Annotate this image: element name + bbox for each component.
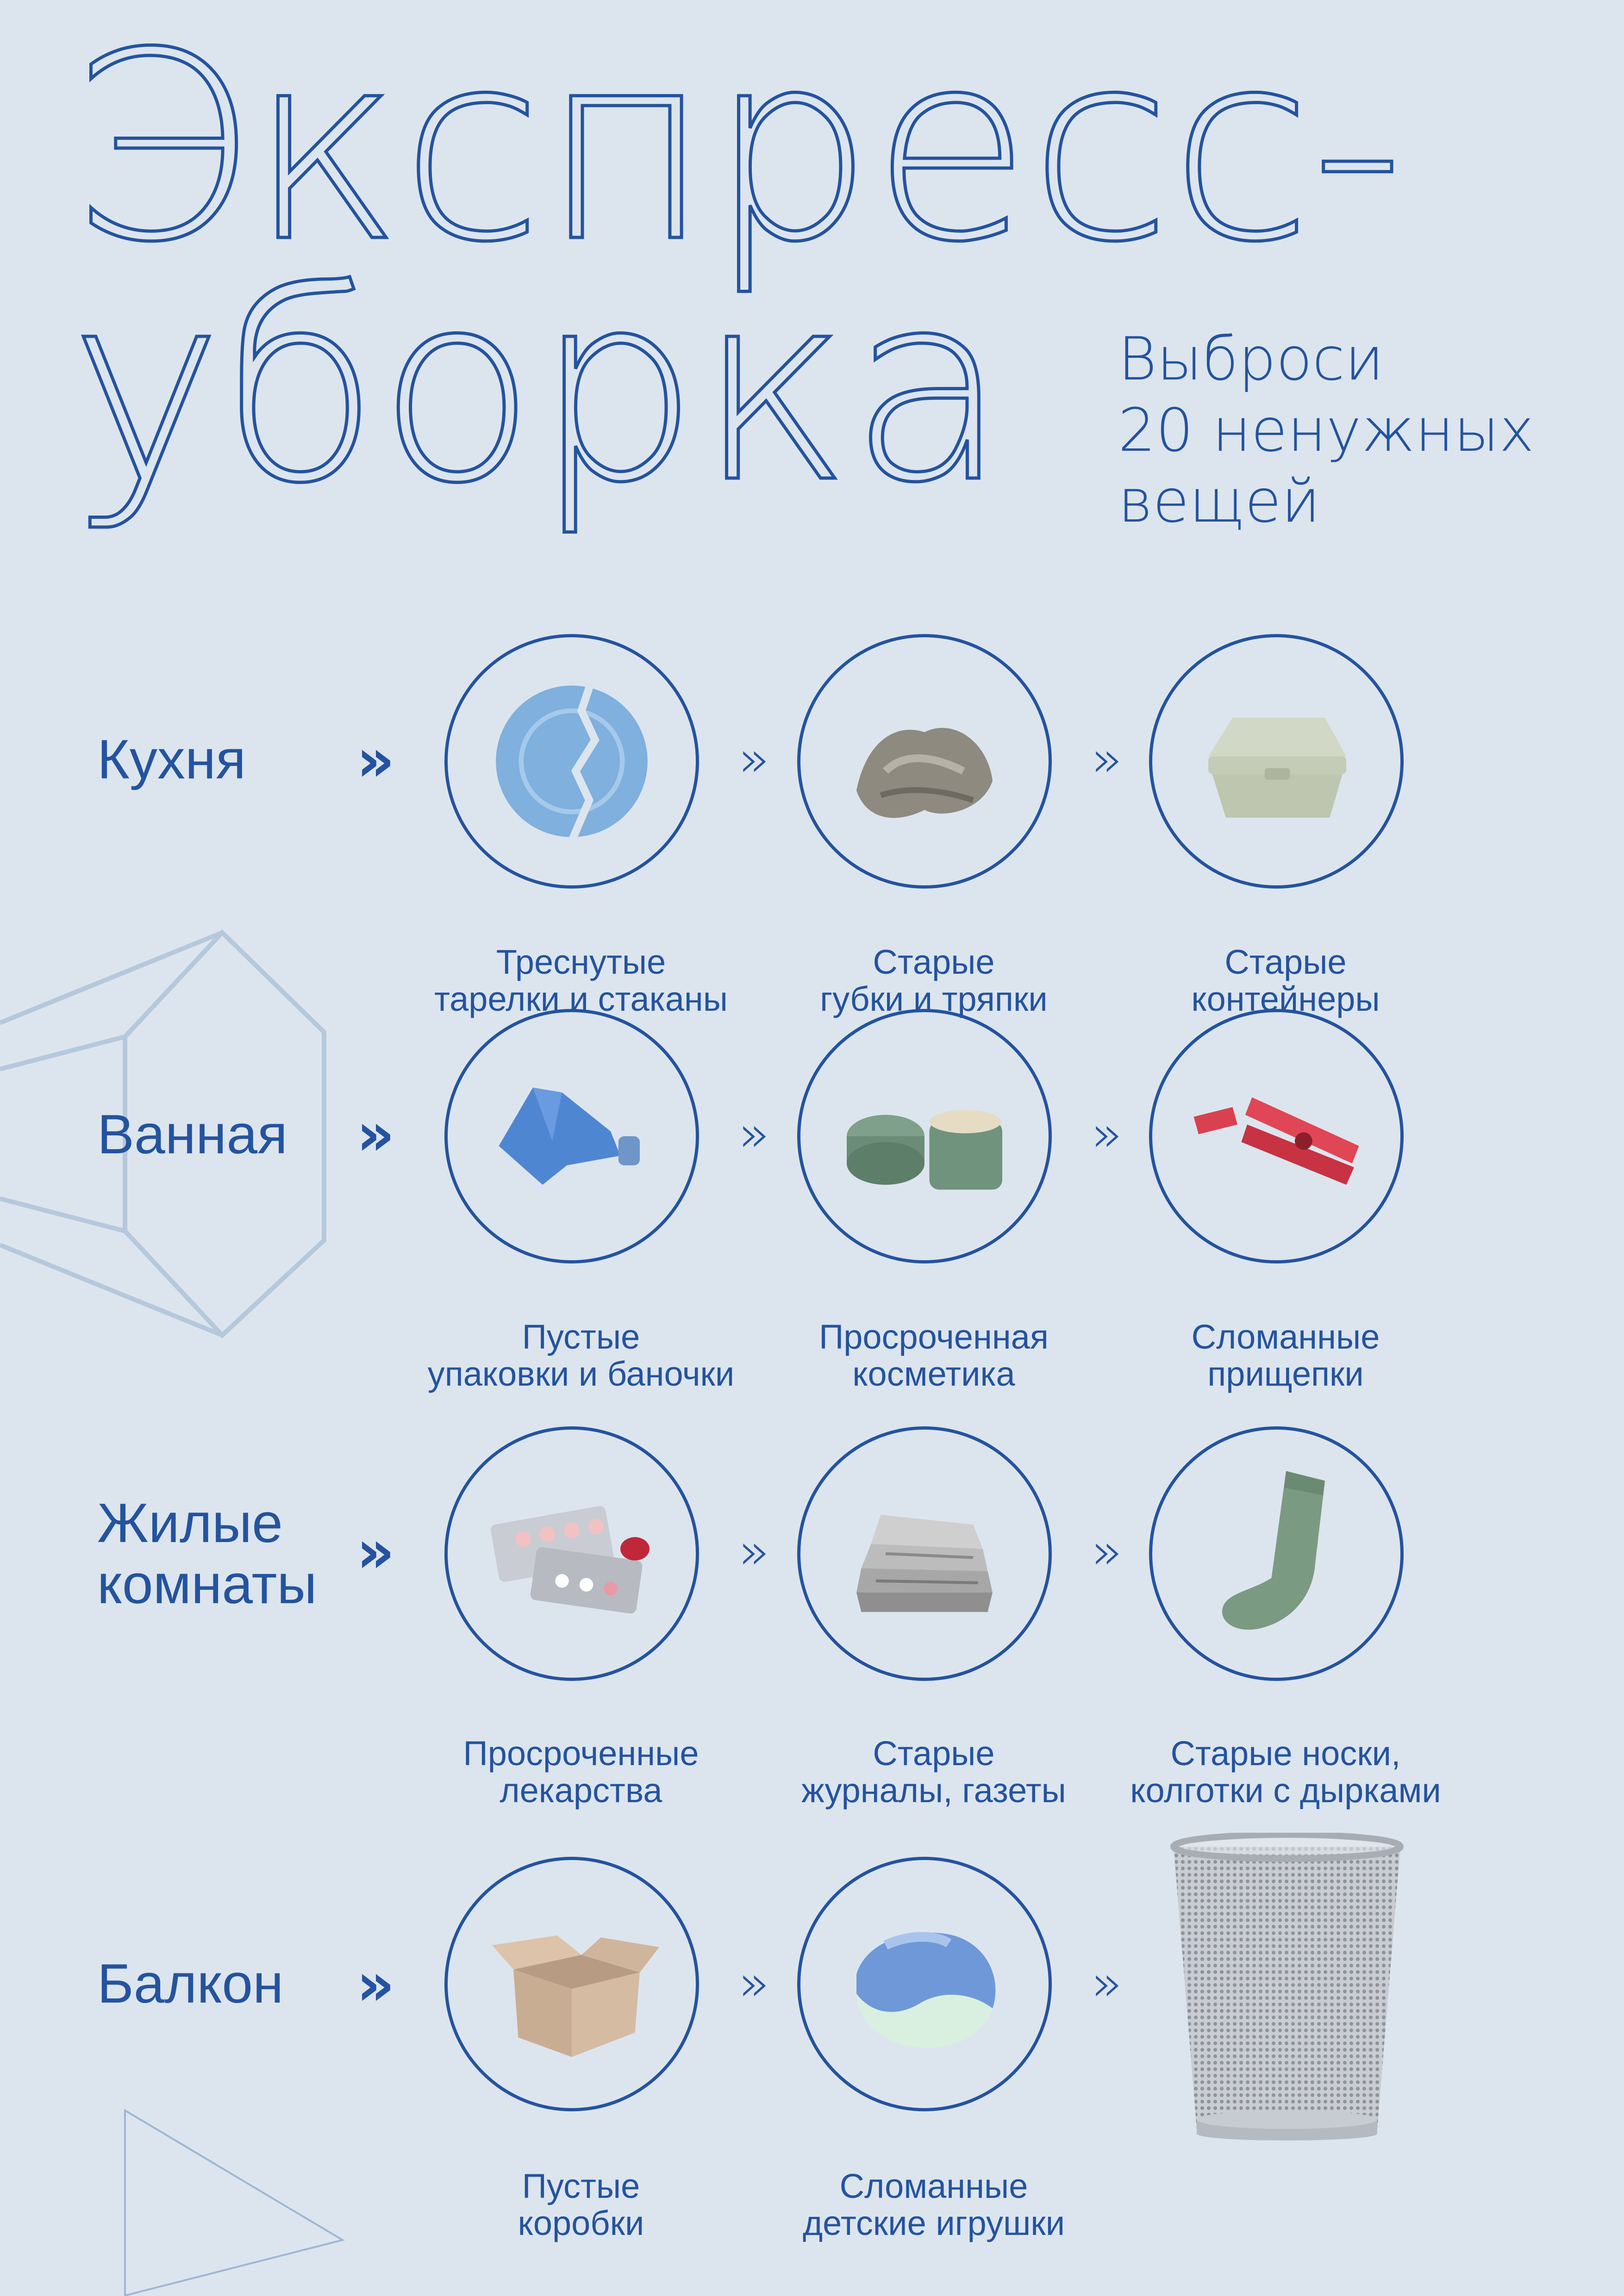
caption-line: детские игрушки — [802, 2203, 1065, 2242]
caption-line: Старые — [1224, 943, 1347, 981]
empty-tube-icon — [475, 1039, 669, 1233]
item-caption — [744, 1735, 1124, 1809]
item-circle-medicines — [444, 1426, 699, 1681]
item-circle-toys — [797, 1857, 1052, 2111]
caption-line: Сломанные — [839, 2167, 1028, 2205]
item-caption — [1096, 1319, 1475, 1393]
subtitle-line: 20 ненужных — [1118, 396, 1535, 465]
mesh-trash-bin-icon — [1167, 1833, 1407, 2147]
triangle-decoration — [125, 2110, 343, 2296]
page-title-line-1: Экспресс- — [69, 0, 1403, 299]
caption-line: Старые — [873, 1734, 995, 1773]
chevron-right-icon: » — [356, 1100, 395, 1169]
item-caption — [1096, 1735, 1475, 1809]
empty-box-icon — [475, 1887, 669, 2081]
item-caption — [391, 1319, 771, 1393]
item-caption — [744, 1319, 1124, 1393]
item-circle-sponges — [797, 634, 1052, 889]
room-label-line: Ванная — [97, 1103, 288, 1165]
item-circle-boxes — [444, 1857, 699, 2111]
room-label-line: комнаты — [97, 1553, 317, 1615]
item-circle-empty-packages — [444, 1009, 699, 1263]
item-circle-cosmetics — [797, 1009, 1052, 1263]
caption-line: колготки с дырками — [1130, 1771, 1441, 1810]
broken-clothespin-icon — [1179, 1039, 1374, 1233]
chevron-right-icon: » — [738, 729, 770, 789]
caption-line: лекарства — [500, 1771, 662, 1810]
item-caption — [1096, 944, 1475, 1018]
caption-line: Старые носки, — [1170, 1734, 1401, 1773]
chevron-right-icon: » — [356, 1518, 395, 1587]
caption-line: коробки — [518, 2203, 644, 2242]
caption-line: губки и тряпки — [820, 979, 1048, 1018]
caption-line: контейнеры — [1191, 979, 1380, 1018]
caption-line: Треснутые — [496, 943, 666, 981]
chevron-right-icon: » — [1091, 729, 1123, 789]
caption-line: Пустые — [522, 1318, 640, 1356]
caption-line: прищепки — [1207, 1354, 1364, 1393]
caption-line: Просроченная — [819, 1318, 1049, 1356]
subtitle-line: Выброси — [1118, 325, 1384, 394]
pill-blisters-icon — [475, 1456, 669, 1651]
room-label-line: Жилые — [97, 1492, 283, 1554]
caption-line: Пустые — [522, 2167, 640, 2205]
item-circle-clothespins — [1149, 1009, 1404, 1263]
item-circle-cracked-plates — [444, 634, 699, 889]
chevron-right-icon: » — [356, 726, 395, 795]
chevron-right-icon: » — [1091, 1104, 1123, 1164]
page-title-line-2: уборка — [69, 238, 1006, 540]
cracked-plate-icon — [475, 664, 669, 859]
item-caption — [744, 944, 1124, 1018]
cosmetic-jar-icon — [827, 1039, 1022, 1233]
room-label-bathroom — [97, 1104, 287, 1165]
chevron-right-icon: » — [356, 1950, 395, 2019]
item-circle-newspapers — [797, 1426, 1052, 1681]
room-label-kitchen — [97, 729, 246, 790]
item-caption — [744, 2168, 1124, 2242]
room-label-living-rooms — [97, 1493, 317, 1615]
caption-line: упаковки и баночки — [427, 1354, 735, 1393]
chevron-right-icon: » — [1091, 1954, 1123, 2013]
room-label-line: Балкон — [97, 1953, 284, 2015]
newspaper-stack-icon — [827, 1456, 1022, 1651]
caption-line: косметика — [852, 1354, 1015, 1393]
subtitle — [1118, 324, 1534, 537]
item-circle-socks — [1149, 1426, 1404, 1681]
item-caption — [391, 944, 771, 1018]
room-label-line: Кухня — [97, 728, 246, 790]
chevron-right-icon: » — [1091, 1522, 1123, 1581]
caption-line: журналы, газеты — [801, 1771, 1066, 1810]
chevron-right-icon: » — [738, 1522, 770, 1581]
broken-ball-icon — [827, 1887, 1022, 2081]
chevron-right-icon: » — [738, 1104, 770, 1164]
room-label-balcony — [97, 1953, 283, 2014]
item-circle-containers — [1149, 634, 1404, 889]
old-sponge-rag-icon — [827, 664, 1022, 859]
item-caption — [391, 1735, 771, 1809]
item-caption — [391, 2168, 771, 2242]
food-container-icon — [1179, 664, 1374, 859]
caption-line: Просроченные — [463, 1734, 699, 1773]
caption-line: тарелки и стаканы — [434, 979, 728, 1018]
old-sock-icon — [1179, 1456, 1374, 1651]
subtitle-line: вещей — [1118, 467, 1320, 536]
caption-line: Старые — [873, 943, 995, 981]
caption-line: Сломанные — [1191, 1318, 1380, 1356]
chevron-right-icon: » — [738, 1954, 770, 2013]
